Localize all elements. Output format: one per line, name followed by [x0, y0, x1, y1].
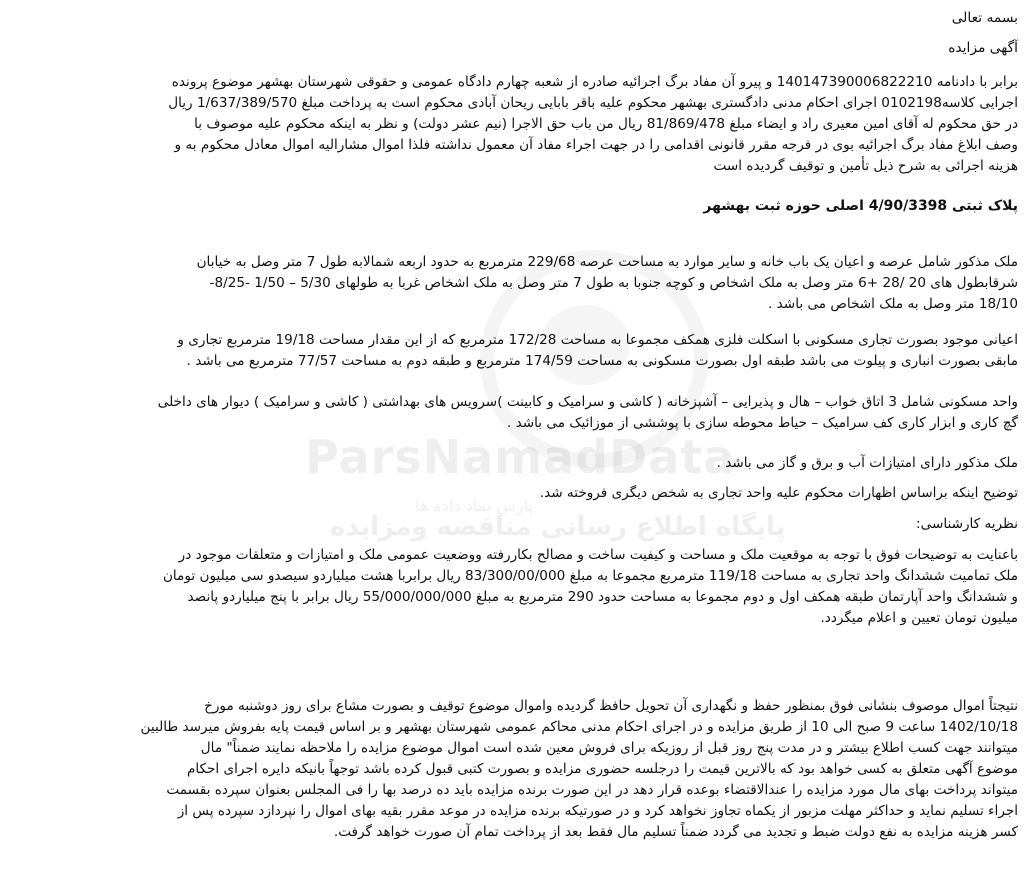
buildings-line: اعیانی موجود بصورت تجاری مسکونی با اسکلت فلزی همکف مجموعا به مساحت 172/28 مترمربع که از این مقدار مساحت 19/18 مترمربع تجاری و: [177, 332, 1018, 348]
intro-line: در حق محکوم له آقای امین معیری راد و ایضاء مبلغ 81/869/478 ریال من باب حق الاجرا (نیم عشر دولت) و نظر به اینکه محکوم علیه موصوف با: [194, 116, 1018, 132]
expert-title: نظریه کارشناسی:: [916, 516, 1018, 532]
expert-line: باعنایت به توضیحات فوق با توجه به موقعیت ملک و مساحت و کیفیت ساخت و مصالح بکاررفته ووضعیت عمومی ملک و امتیازات و متعلقات موجود در: [178, 547, 1018, 563]
conclusion-line: میتواند پرداخت بهای مال مورد مزایده را عندالاقتضاء بوعده قرار دهد در این صورت برنده مزایده باید ده درصد بها را فی المجلس بعنوان سپرده بقسمت: [166, 782, 1018, 798]
intro-line: برابر با دادنامه 140147390006822210 و پیرو آن مفاد برگ اجرائیه صادره از شعبه چهارم دادگاه عمومی و حقوقی شهرستان بهشهر موضوع پرونده: [171, 74, 1018, 90]
conclusion-line: 1402/10/18 ساعت 9 صبح الی 10 از طریق مزایده و در اجرای احکام مدنی محاکم عمومی شهرستان بهشهر و بر اساس قیمت پایه بفروش میرسد طالبین: [140, 719, 1018, 735]
property-line: ملک مذکور شامل عرصه و اعیان یک باب خانه و سایر موارد به مساحت عرصه 229/68 مترمربع به حدود اربعه شمالابه طول 7 متر وصل به خیابان: [196, 254, 1018, 270]
property-line: 18/10 متر وصل به ملک اشخاص می باشد .: [768, 296, 1018, 312]
note-line: توضیح اینکه براساس اظهارات محکوم علیه واحد تجاری به شخص دیگری فروخته شد.: [539, 485, 1018, 501]
residential-line: واحد مسکونی شامل 3 اتاق خواب – هال و پذیرایی – آشپزخانه ( کاشی و سرامیک و کابینت )سرویس های بهداشتی ( کاشی و سرامیک ) دیوار های داخلی: [157, 394, 1018, 410]
watermark-sub: پارس نماد داده ها: [415, 496, 533, 515]
conclusion-line: موضوع آگهی متعلق به کسی خواهد بود که بالاترین قیمت را درجلسه حضوری مزایده و بصورت کتبی قبول کرده باشد توجهاً بانیکه دایره اجرای احکام: [186, 761, 1018, 777]
intro-line: اجرایی کلاسه0102198 اجرای احکام مدنی دادگستری بهشهر محکوم علیه باقر بابایی ریحان آبادی محکوم است به پرداخت مبلغ 1/637/389/570 ریال: [168, 95, 1018, 111]
expert-line: میلیون تومان تعیین و اعلام میگردد.: [820, 610, 1018, 626]
property-line: شرقابطول های 20 /28 +6 متر وصل به ملک اشخاص و کوچه جنوبا به طول 7 متر وصل به ملک اشخاص غربا به طولهای 5/30 – 1/50 -8/25-: [209, 275, 1018, 291]
residential-line: گچ کاری و ابزار کاری کف سرامیک – حیاط محوطه سازی با پوششی از موزائیک می باشد .: [506, 415, 1018, 431]
watermark-site: ParsNamadData: [305, 430, 736, 484]
watermark-main: پایگاه اطلاع رسانی مناقصه ومزایده: [330, 512, 786, 542]
plaque-heading: پلاک ثبتی 4/90/3398 اصلی حوزه ثبت بهشهر: [703, 198, 1018, 214]
expert-line: ملک تمامیت ششدانگ واحد تجاری به مساحت 119/18 مترمربع مجموعا به مبلغ 83/300/00/000 ریال برابربا هشت میلیاردو سیصدو سی میلیون تومان: [162, 568, 1018, 584]
intro-line: هزینه اجرائی به شرح ذیل تأمین و توقیف گردیده است: [713, 158, 1018, 174]
bismillah: بسمه تعالی: [951, 10, 1018, 26]
conclusion-line: کسر هزینه مزایده به نفع دولت ضبط و تجدید می گردد ضمناً تسلیم مال فقط بعد از پرداخت تمام آن صورت خواهد گرفت.: [333, 824, 1018, 840]
buildings-line: مابقی بصورت انباری و پیلوت می باشد طبقه اول بصورت مسکونی به مساحت 174/59 مترمربع و طبقه دوم به مساحت 77/57 مترمربع می باشد .: [186, 353, 1018, 369]
utilities-line: ملک مذکور دارای امتیازات آب و برق و گاز می باشد .: [716, 455, 1018, 471]
conclusion-line: نتیجتاً اموال موصوف بنشانی فوق بمنظور حفظ و نگهداری آن تحویل حافظ گردیده واموال موضوع توقیف و بصورت مشاع برای روز دوشنبه مورخ: [204, 698, 1018, 714]
conclusion-line: اجراء تسلیم نماید و حداکثر مهلت مزبور از یکماه تجاوز نخواهد کرد و در صورتیکه برنده مزایده در موعد مقرر بقیه بهای اموال را نپردازد سپرده پس از: [177, 803, 1018, 819]
notice-title: آگهی مزایده: [948, 40, 1018, 56]
conclusion-line: میتوانند جهت کسب اطلاع بیشتر و در مدت پنج روز قبل از روزیکه برای فروش معین شده است اموال موضوع مزایده را ملاحظه نمایند ضمناً" مال: [200, 740, 1018, 756]
intro-line: وصف ابلاغ مفاد برگ اجرائیه بوی در فرجه مقرر قانونی اقدامی را در جهت اجراء مفاد آن معمول نداشته فلذا اموال مشارالیه اموال معادل محکوم به و: [174, 137, 1018, 153]
expert-line: و ششدانگ واحد آپارتمان طبقه همکف اول و دوم مجموعا به مساحت حدود 290 مترمربع به مبلغ 55/000/000/000 ریال برابر با پنج میلیاردو پانصد: [187, 589, 1018, 605]
